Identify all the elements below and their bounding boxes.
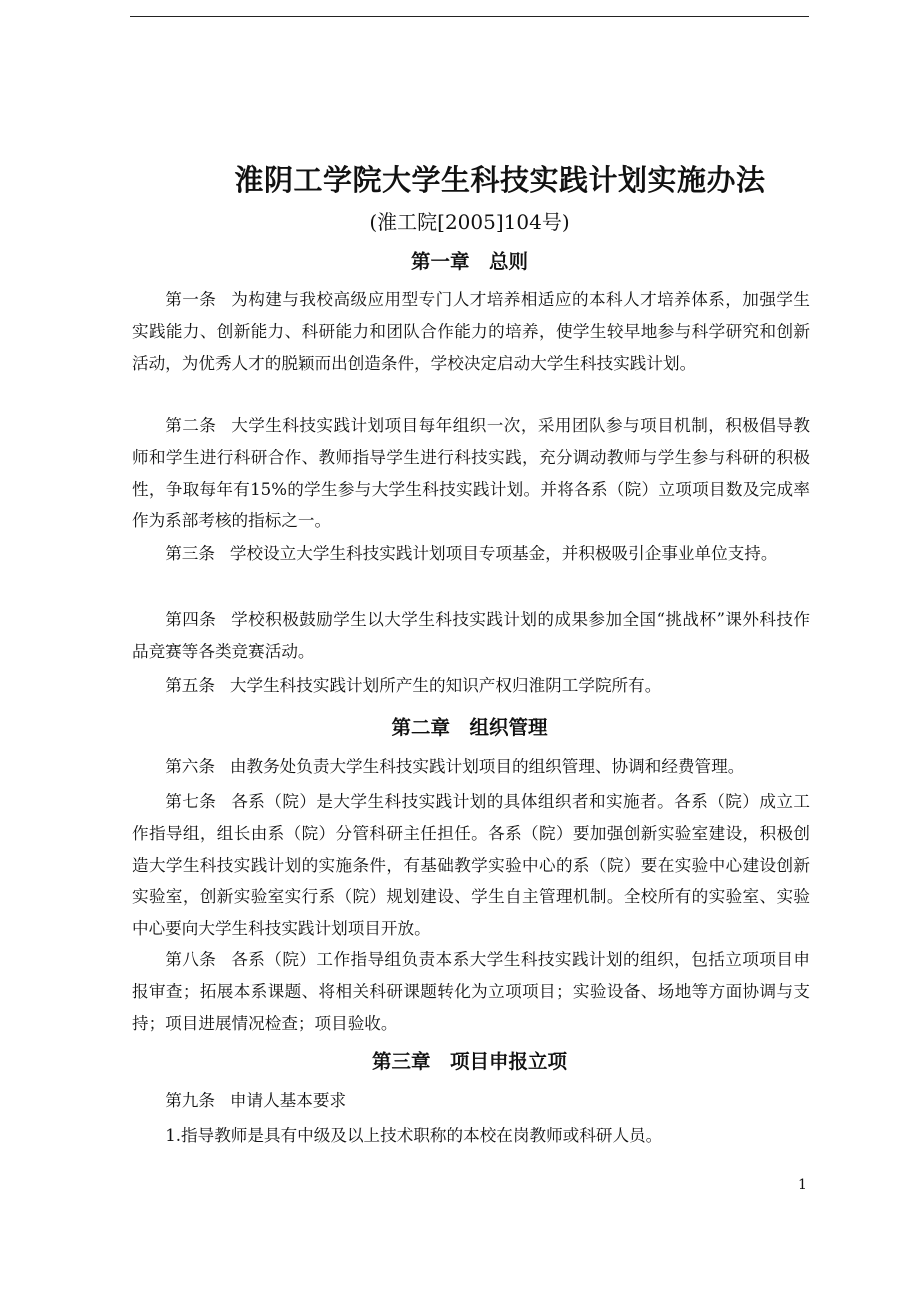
article-paragraph xyxy=(132,604,810,668)
article-text: 各系（院）是大学生科技实践计划的具体组织者和实施者。各系（院）成立工作指导组，组长由系（院）分管科研主任担任。各系（院）要加强创新实验室建设，积极创造大学生科技实践计划的实施条件，有基础教学实验中心的系（院）要在实验中心建设创新实验室，创新实验室实行系（院）规划建设、学生自主管理机制。全校所有的实验室、实验中心要向大学生科技实践计划项目开放。 xyxy=(132,792,811,939)
article-label: 第四条 xyxy=(165,610,217,629)
header-rule xyxy=(130,16,809,17)
article-label: 第一条 xyxy=(165,290,217,309)
article-text: 申请人基本要求 xyxy=(229,1091,347,1110)
article-text: 为构建与我校高级应用型专门人才培养相适应的本科人才培养体系，加强学生实践能力、创新能力、科研能力和团队合作能力的培养，使学生较早地参与科学研究和创新活动，为优秀人才的脱颖而出创造条件，学校决定启动大学生科技实践计划。 xyxy=(132,290,811,373)
article-text: 学校积极鼓励学生以大学生科技实践计划的成果参加全国“挑战杯”课外科技作品竞赛等各类竞赛活动。 xyxy=(132,610,811,661)
article-label: 第五条 xyxy=(165,676,215,695)
article-label: 第八条 xyxy=(165,950,217,969)
article-paragraph xyxy=(132,284,810,379)
article-label: 第三条 xyxy=(165,544,215,563)
article-label: 第六条 xyxy=(165,757,215,776)
article-paragraph xyxy=(132,786,810,945)
article-text: 各系（院）工作指导组负责本系大学生科技实践计划的组织，包括立项项目申报审查；拓展本系课题、将相关科研课题转化为立项项目；实验设备、场地等方面协调与支持；项目进展情况检查；项目验收。 xyxy=(132,950,811,1033)
article-text: 大学生科技实践计划项目每年组织一次，采用团队参与项目机制，积极倡导教师和学生进行科研合作、教师指导学生进行科技实践，充分调动教师与学生参与科研的积极性，争取每年有15%的学生参与大学生科技实践计划。并将各系（院）立项项目数及完成率作为系部考核的指标之一。 xyxy=(132,416,811,531)
document-title: 淮阴工学院大学生科技实践计划实施办法 xyxy=(234,163,766,197)
article-label: 第九条 xyxy=(165,1091,215,1110)
chapter-heading: 第二章 组织管理 xyxy=(391,716,548,739)
article-paragraph xyxy=(132,944,810,1039)
article-text: 由教务处负责大学生科技实践计划项目的组织管理、协调和经费管理。 xyxy=(229,757,745,776)
article-paragraph xyxy=(132,1085,810,1117)
article-label: 第二条 xyxy=(165,416,217,435)
document-number: (淮工院[2005]104号) xyxy=(369,210,570,234)
article-paragraph xyxy=(132,410,810,537)
article-label: 第七条 xyxy=(165,792,217,811)
chapter-heading: 第一章 总则 xyxy=(410,250,528,273)
page-number: 1 xyxy=(798,1177,807,1193)
list-item: 1.指导教师是具有中级及以上技术职称的本校在岗教师或科研人员。 xyxy=(165,1126,663,1145)
article-text: 大学生科技实践计划所产生的知识产权归淮阴工学院所有。 xyxy=(229,676,662,695)
article-paragraph xyxy=(132,538,810,570)
chapter-heading: 第三章 项目申报立项 xyxy=(371,1050,567,1073)
article-text: 学校设立大学生科技实践计划项目专项基金，并积极吸引企事业单位支持。 xyxy=(229,544,778,563)
article-paragraph xyxy=(132,751,810,783)
article-paragraph xyxy=(132,670,810,702)
